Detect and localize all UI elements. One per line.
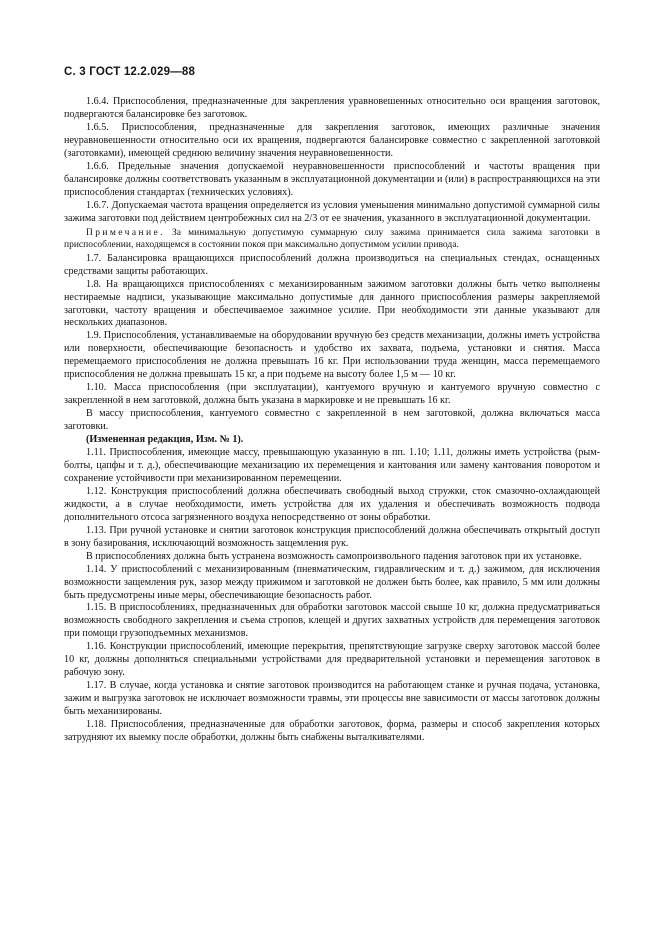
paragraph-1-10-mass: В массу приспособления, кантуемого совместно с закрепленной в нем заготовкой, должна включаться масса заготовки. [64,408,600,433]
paragraph-1-13: 1.13. При ручной установке и снятии заготовок конструкция приспособлений должна обеспечивать открытый доступ в зону базирования, исключающий возможность защемления рук. [64,524,600,549]
paragraph-1-12: 1.12. Конструкция приспособлений должна обеспечивать свободный выход стружки, сток смазочно-охлаждающей жидкости, а в случае необходимости, иметь устройства для их удаления и обеспечивать возможность подвода дополнительного отсоса загрязненного воздуха непосредственно от зоны обработки. [64,485,600,523]
paragraph-1-9: 1.9. Приспособления, устанавливаемые на оборудовании вручную без средств механизации, должны иметь устройства или поверхности, обеспечивающие безопасность и удобство их захвата, подъема, установки и снятия. Масса перемещаемого приспособления не должна превышать 16 кг. При использовании труда женщин, масса перемещаемого приспособления не должна превышать 15 кг, а при подъеме на высоту более 1,5 м — 10 кг. [64,330,600,381]
paragraph-1-14: 1.14. У приспособлений с механизированным (пневматическим, гидравлическим и т. д.) зажимом, для исключения возможности защемления рук, зазор между прижимом и заготовкой не должен быть более, как правило, 5 мм или должны быть предусмотрены иные меры, обеспечивающие безопасность работ. [64,563,600,601]
paragraph-1-7: 1.7. Балансировка вращающихся приспособлений должна производиться на специальных стендах, оснащенных средствами защиты работающих. [64,252,600,277]
note-label: Примечание. [86,227,165,238]
paragraph-1-6-4: 1.6.4. Приспособления, предназначенные для закрепления уравновешенных относительно оси вращения заготовок, подвергаются балансировке без заготовок. [64,96,600,120]
paragraph-1-15: 1.15. В приспособлениях, предназначенных для обработки заготовок массой свыше 10 кг, должна предусматриваться возможность свободного закрепления и съема стропов, клещей и других захватных устройств для перемещения заготовок при помощи грузоподъемных механизмов. [64,602,600,640]
document-body [64,96,600,745]
paragraph-1-17: 1.17. В случае, когда установка и снятие заготовок производится на работающем станке и ручная подача, установка, зажим и выгрузка заготовок не исключает возможности травмы, эти процессы вне зависимости от массы заготовок должны быть механизированы. [64,680,600,718]
paragraph-1-10: 1.10. Масса приспособления (при эксплуатации), кантуемого вручную и кантуемого вручную совместно с закрепленной в нем заготовкой, должна быть указана в маркировке и не превышать 16 кг. [64,382,600,407]
paragraph-1-11: 1.11. Приспособления, имеющие массу, превышающую указанную в пп. 1.10; 1.11, должны иметь устройства (рым-болты, цапфы и т. д.), обеспечивающие механизацию их перемещения и кантования или замену кантования поворотом и сохранение устойчивости при механизированном перемещении. [64,447,600,484]
paragraph-1-6-5: 1.6.5. Приспособления, предназначенные для закрепления заготовок, имеющих различные значения неуравновешенности относительно оси их вращения, подвергаются балансировке совместно с закрепленной заготовкой (заготовками), имеющей среднюю величину значения неуравновешенности. [64,121,600,159]
note-text: За минимальную допустимую суммарную силу зажима принимается сила зажима заготовки в приспособлении, находящемся в состоянии покоя при максимально допустимом усилии привода. [64,227,601,251]
note [64,227,600,252]
paragraph-1-8: 1.8. На вращающихся приспособлениях с механизированным зажимом заготовки должны быть четко выполнены нестираемые надписи, указывающие максимально допустимые для данного приспособления размеры закрепляемой заготовки, частоту вращения и обеспечиваемое зажимное усилие. При необходимости эти данные указывают для нескольких диапазонов. [64,278,600,329]
paragraph-1-18: 1.18. Приспособления, предназначенные для обработки заготовок, форма, размеры и способ закрепления которых затрудняют их выемку после обработки, должны быть снабжены выталкивателями. [64,719,600,743]
paragraph-1-6-6: 1.6.6. Предельные значения допускаемой неуравновешенности приспособлений и частоты вращения при балансировке должны соответствовать указанным в эксплуатационной документации и (или) в распространяющихся на эти приспособления стандартах (технических условиях). [64,160,600,198]
paragraph-1-16: 1.16. Конструкции приспособлений, имеющие перекрытия, препятствующие загрузке сверху заготовок массой более 10 кг, должны дополняться специальными устройствами для предварительной установки и перемещения заготовок в рабочую зону. [64,641,600,679]
paragraph-1-6-7: 1.6.7. Допускаемая частота вращения определяется из условия уменьшения минимально допустимой суммарной силы зажима заготовки под действием центробежных сил на 2/3 от ее значения, указанного в эксплуатационной документации. [64,199,600,224]
page-header: С. 3 ГОСТ 12.2.029—88 [64,66,196,78]
revision-note: (Измененная редакция, Изм. № 1). [86,434,244,446]
paragraph-1-13-falling: В приспособлениях должна быть устранена возможность самопроизвольного падения заготовок при их установке. [86,550,582,562]
